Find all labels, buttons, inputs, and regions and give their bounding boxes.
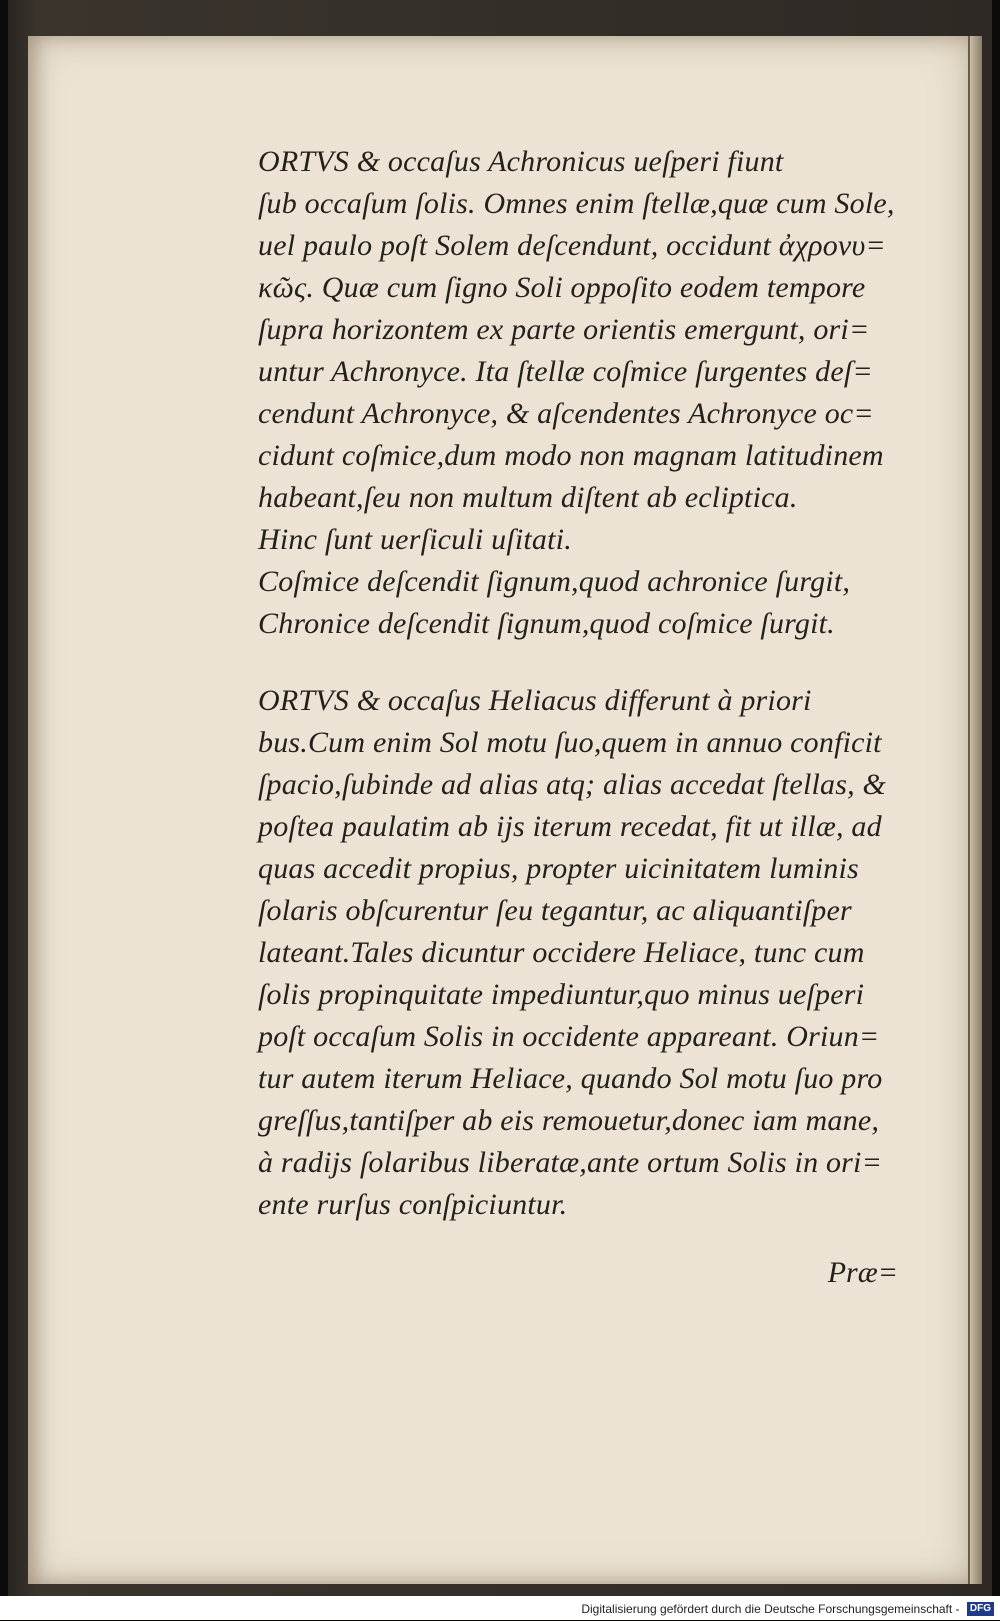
digitization-credit-bar bbox=[0, 1596, 1000, 1620]
paragraph-achronic bbox=[258, 141, 958, 645]
text-line: cidunt coſmice,dum modo non magnam latitudinem bbox=[258, 439, 884, 472]
text-line: ſpacio,ſubinde ad alias atq; alias accedat ſtellas, & bbox=[258, 768, 887, 801]
dfg-logo: DFG bbox=[967, 1602, 994, 1616]
text-line: poſt occaſum Solis in occidente appareant. Oriun= bbox=[258, 1020, 880, 1053]
credit-text: Digitalisierung gefördert durch die Deutsche Forschungsgemeinschaft - bbox=[581, 1601, 960, 1616]
text-line: ſolis propinquitate impediuntur,quo minus ueſperi bbox=[258, 978, 865, 1011]
verse-line: Coſmice deſcendit ſignum,quod achronice ſurgit, bbox=[258, 565, 851, 598]
text-line: Hinc ſunt uerſiculi uſitati. bbox=[258, 523, 572, 556]
text-line: lateant.Tales dicuntur occidere Heliace, tunc cum bbox=[258, 936, 865, 969]
text-line: κῶς. Quæ cum ſigno Soli oppoſito eodem tempore bbox=[258, 271, 866, 304]
text-line: ſupra horizontem ex parte orientis emergunt, ori= bbox=[258, 313, 870, 346]
text-line: cendunt Achronyce, & aſcendentes Achronyce oc= bbox=[258, 397, 874, 430]
text-line: à radijs ſolaribus liberatæ,ante ortum Solis in ori= bbox=[258, 1146, 883, 1179]
text-line: uel paulo poſt Solem deſcendunt, occidunt ἀχρονυ= bbox=[258, 229, 886, 262]
text-line: ente rurſus conſpiciuntur. bbox=[258, 1188, 568, 1221]
text-line: greſſus,tantiſper ab eis remouetur,donec iam mane, bbox=[258, 1104, 880, 1137]
text-line: poſtea paulatim ab ijs iterum recedat, fit ut illæ, ad bbox=[258, 810, 882, 843]
text-line: untur Achronyce. Ita ſtellæ coſmice ſurgentes deſ= bbox=[258, 355, 873, 388]
text-line: ORTVS & occaſus Heliacus differunt à priori bbox=[258, 684, 812, 717]
text-line: habeant,ſeu non multum diſtent ab ecliptica. bbox=[258, 481, 798, 514]
text-line: bus.Cum enim Sol motu ſuo,quem in annuo conficit bbox=[258, 726, 882, 759]
text-line: ORTVS & occaſus Achronicus ueſperi fiunt bbox=[258, 145, 784, 178]
text-line: ſolaris obſcurentur ſeu tegantur, ac aliquantiſper bbox=[258, 894, 852, 927]
catchword: Præ= bbox=[827, 1256, 898, 1289]
text-line: ſub occaſum ſolis. Omnes enim ſtellæ,quæ cum Sole, bbox=[258, 187, 895, 220]
book-page bbox=[28, 36, 971, 1584]
verse-line: Chronice deſcendit ſignum,quod coſmice ſurgit. bbox=[258, 607, 835, 640]
paragraph-heliac bbox=[258, 680, 958, 1226]
text-line: quas accedit propius, propter uicinitatem luminis bbox=[258, 852, 859, 885]
text-line: tur autem iterum Heliace, quando Sol motu ſuo pro bbox=[258, 1062, 883, 1095]
